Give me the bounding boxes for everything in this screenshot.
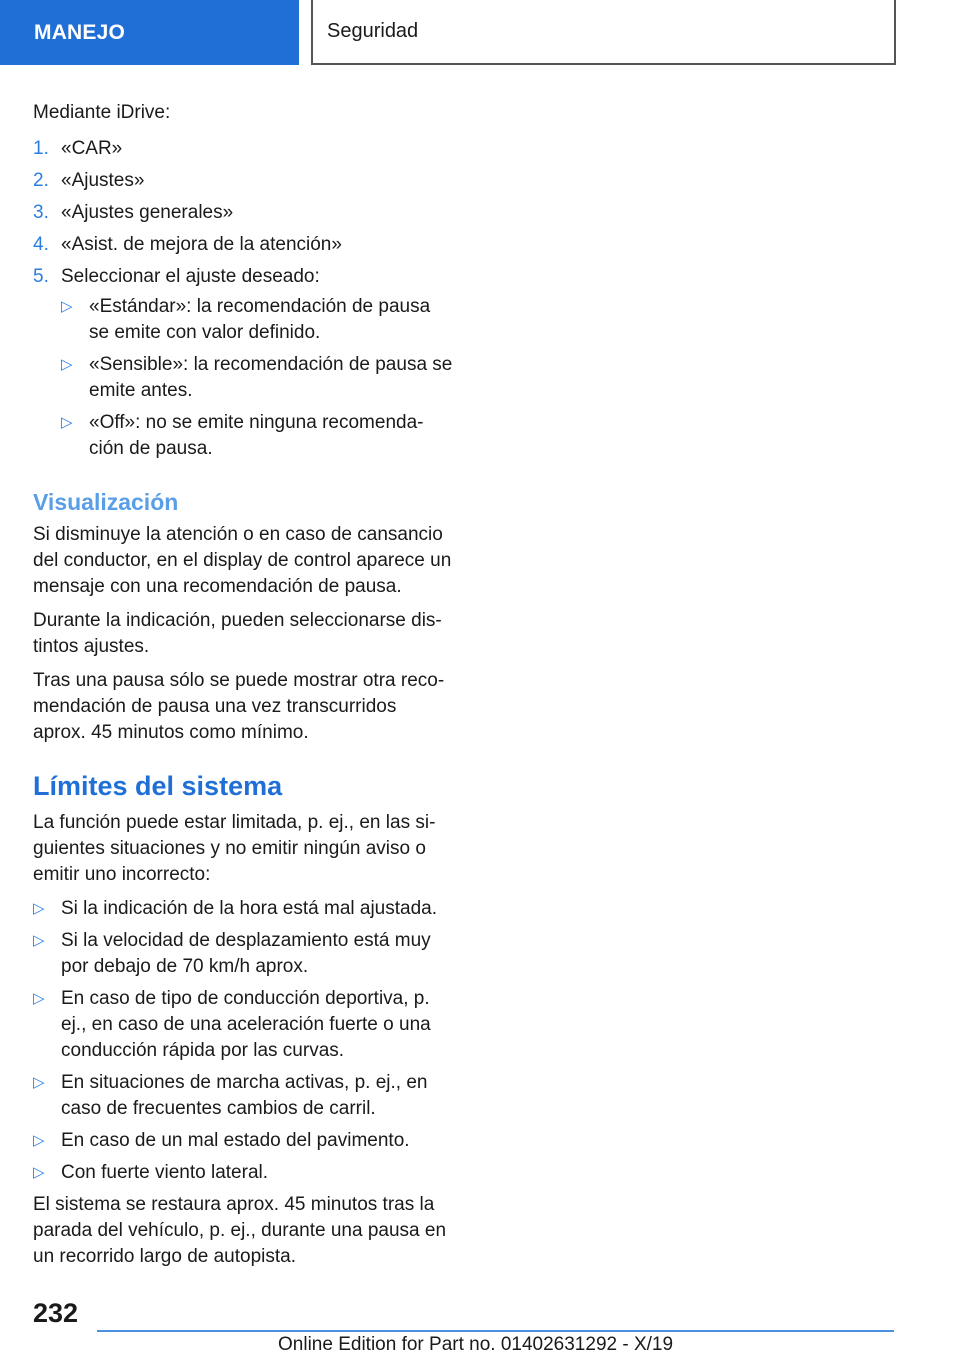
step-list <box>33 136 453 468</box>
footer-edition: Online Edition for Part no. 01402631292 - X/19 <box>278 1334 674 1355</box>
step-text: «CAR» <box>61 138 123 159</box>
step-number: 1. <box>33 138 49 159</box>
limites-item <box>33 1128 453 1154</box>
main-column <box>33 100 453 1278</box>
triangle-right-icon: ▷ <box>61 298 73 315</box>
triangle-right-icon: ▷ <box>33 932 45 949</box>
triangle-right-icon: ▷ <box>33 1132 45 1149</box>
step-text: «Ajustes generales» <box>61 202 234 223</box>
triangle-right-icon: ▷ <box>33 900 45 917</box>
step-item <box>33 168 453 194</box>
triangle-right-icon: ▷ <box>61 414 73 431</box>
step-number: 2. <box>33 170 49 191</box>
limites-text: En caso de tipo de conducción deportiva, p. ej., en caso de una aceleración fuerte o una conducción rápida por las curvas. <box>61 988 431 1061</box>
step-text: «Ajustes» <box>61 170 145 191</box>
page-number: 232 <box>33 1298 79 1328</box>
step-text: Seleccionar el ajuste deseado: <box>61 266 320 287</box>
section-title: MANEJO <box>34 20 126 44</box>
header-chapter-box <box>311 0 896 65</box>
limites-text: En caso de un mal estado del pavimento. <box>61 1130 410 1151</box>
triangle-right-icon: ▷ <box>33 1074 45 1091</box>
option-item <box>61 352 453 404</box>
triangle-right-icon: ▷ <box>61 356 73 373</box>
step-item <box>33 264 453 468</box>
limites-intro: La función puede estar limitada, p. ej., en las si‐ guientes situaciones y no emitir ningún aviso o emitir uno incorrecto: <box>33 812 436 885</box>
option-text: «Estándar»: la recomendación de pausa se emite con valor definido. <box>89 296 431 343</box>
visualizacion-paragraph: Durante la indicación, pueden seleccionarse dis‐ tintos ajustes. <box>33 610 442 657</box>
limites-item <box>33 1160 453 1186</box>
limites-text: Si la indicación de la hora está mal ajustada. <box>61 898 438 919</box>
limites-text: Con fuerte viento lateral. <box>61 1162 269 1183</box>
option-list <box>61 294 453 462</box>
header-section-tab <box>0 0 299 65</box>
limites-item <box>33 1070 453 1122</box>
limites-item <box>33 928 453 980</box>
limites-list <box>33 896 453 1186</box>
triangle-right-icon: ▷ <box>33 990 45 1007</box>
step-number: 5. <box>33 266 49 287</box>
footer-divider <box>97 1330 894 1332</box>
visualizacion-paragraph: Si disminuye la atención o en caso de cansancio del conductor, en el display de control aparece un mensaje con una recomendación de pausa. <box>33 524 452 597</box>
option-item <box>61 294 453 346</box>
visualizacion-heading: Visualización <box>33 489 179 515</box>
triangle-right-icon: ▷ <box>33 1164 45 1181</box>
visualizacion-paragraph: Tras una pausa sólo se puede mostrar otra reco‐ mendación de pausa una vez transcurridos aprox. 45 minutos como mínimo. <box>33 670 445 743</box>
option-item <box>61 410 453 462</box>
step-text: «Asist. de mejora de la atención» <box>61 234 342 255</box>
limites-text: Si la velocidad de desplazamiento está muy por debajo de 70 km/h aprox. <box>61 930 431 977</box>
step-item <box>33 200 453 226</box>
limites-text: En situaciones de marcha activas, p. ej., en caso de frecuentes cambios de carril. <box>61 1072 428 1119</box>
option-text: «Off»: no se emite ninguna recomenda‐ ción de pausa. <box>89 412 424 459</box>
chapter-title: Seguridad <box>327 20 419 42</box>
step-item <box>33 136 453 162</box>
intro-text: Mediante iDrive: <box>33 102 171 123</box>
limites-item <box>33 986 453 1064</box>
limites-heading: Límites del sistema <box>33 771 283 801</box>
step-item <box>33 232 453 258</box>
step-number: 3. <box>33 202 49 223</box>
limites-closing: El sistema se restaura aprox. 45 minutos tras la parada del vehículo, p. ej., durante una pausa en un recorrido largo de autopista. <box>33 1194 447 1267</box>
option-text: «Sensible»: la recomendación de pausa se emite antes. <box>89 354 453 401</box>
step-number: 4. <box>33 234 49 255</box>
limites-item <box>33 896 453 922</box>
